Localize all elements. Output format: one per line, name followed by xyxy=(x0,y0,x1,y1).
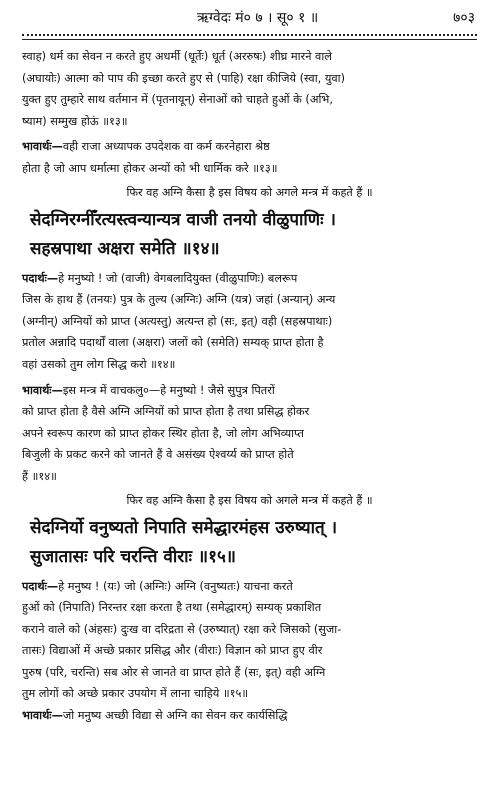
text-line: होता है जो आप धर्मात्मा होकर अन्यों को भी धार्मिक करे ॥१३॥ xyxy=(22,161,278,175)
mantra-line: सहस्रपाथा अक्षरा समेति ॥१४॥ xyxy=(30,238,220,259)
mantra-15 xyxy=(22,514,477,572)
text-line: भावार्थः—वही राजा अध्यापक उपदेशक वा कर्म करनेहारा श्रेष्ठ xyxy=(22,140,270,154)
padartha-14 xyxy=(22,268,477,376)
intro-line: फिर वह अग्नि कैसा है इस विषय को अगले मन्त्र में कहते हैं ॥ xyxy=(126,185,373,199)
text-line: को प्राप्त होता है वैसे अग्नि अग्नियों को प्राप्त होता है तथा प्रसिद्ध होकर xyxy=(22,405,310,419)
text-line: भावार्थः—इस मन्त्र में वाचकलु०—हे मनुष्यो ! जैसे सुपुत्र पितरों xyxy=(22,383,275,397)
text-line: भावार्थः—जो मनुष्य अच्छी विद्या से अग्नि का सेवन कर कार्यसिद्धि xyxy=(22,709,288,723)
bhavartha-label: भावार्थः— xyxy=(22,383,63,397)
mantra-line: सेदग्निर्यो वनुष्यतो निपाति समेद्धारमंहस उरुष्यात् । xyxy=(30,517,338,538)
text-line: पदार्थः—हे मनुष्यो ! जो (वाजी) वेगबलादियुक्त (वीळुपाणिः) बलरूप xyxy=(22,271,298,285)
page-header xyxy=(22,8,477,30)
text-line: पुरुष (परि, चरन्ति) सब ओर से जानते वा प्राप्त होते हैं (सः, इत्) वही अग्नि xyxy=(22,665,326,679)
mantra-14 xyxy=(22,206,477,264)
text-line: स्वाह) धर्म का सेवन न करते हुए अधर्मी (धूर्तेः) धूर्त (अररुषः) शीघ्र मारने वाले xyxy=(22,50,332,63)
text-line: ष्याम) सम्मुख होऊं ॥१३॥ xyxy=(22,114,128,128)
text-line: युक्त हुए तुम्हारे साथ वर्तमान में (पृतनायून्) सेनाओं को चाहते हुओं के (अभि, xyxy=(22,93,333,107)
text-line: (अग्नीन्) अग्नियों को प्राप्त (अत्यस्तु) अत्यन्त हो (सः, इत्) वही (सहस्रपाथाः) xyxy=(22,314,333,328)
bhavartha-13 xyxy=(22,136,477,179)
header-rule xyxy=(22,34,477,40)
text-line: प्रतोल अन्नादि पदार्थों वाला (अक्षरा) जलों को (समेति) सम्यक् प्राप्त होता है xyxy=(22,336,324,350)
padartha-label: पदार्थः— xyxy=(22,271,59,285)
bhavartha-15 xyxy=(22,705,477,727)
book-page xyxy=(22,8,477,727)
text-line: (अघायोः) आत्मा को पाप की इच्छा करते हुए से (पाहि) रक्षा कीजिये (स्वा, युवा) xyxy=(22,71,345,85)
bhavartha-label: भावार्थः— xyxy=(22,709,63,723)
page-number: ७०३ xyxy=(453,10,475,26)
padartha-15 xyxy=(22,576,477,706)
paragraph-padartha-13-end xyxy=(22,46,477,132)
bhavartha-label: भावार्थः— xyxy=(22,140,63,154)
text-line: बिजुली के प्रकट करने को जानते हैं वे असंख्य ऐश्वर्य्य को प्राप्त होते xyxy=(22,448,294,462)
text-line: तासः) विद्याओं में अच्छे प्रकार प्रसिद्ध और (वीराः) विज्ञान को प्राप्त हुए वीर xyxy=(22,644,323,658)
text-line: जिस के हाथ हैं (तनयः) पुत्र के तुल्य (अग्निः) अग्नि (यत्र) जहां (अन्यान्) अन्य xyxy=(22,293,336,307)
text-line: पदार्थः—हे मनुष्य ! (यः) जो (अग्निः) अग्नि (वनुष्यतः) याचना करते xyxy=(22,579,293,593)
text-line: अपने स्वरूप कारण को प्राप्त होकर स्थिर होता है, जो लोग अभिव्याप्त xyxy=(22,426,305,440)
running-title: ऋग्वेदः मं० ७ । सू० १ ॥ xyxy=(196,10,319,26)
mantra-line: सुजातासः परि चरन्ति वीराः ॥१५॥ xyxy=(30,546,236,567)
text-line: तुम लोगों को अच्छे प्रकार उपयोग में लाना चाहिये ॥१५॥ xyxy=(22,687,249,701)
text-line: कराने वाले को (अंहसः) दुःख वा दरिद्रता से (उरुष्यात्) रक्षा करे जिसको (सुजा- xyxy=(22,622,342,636)
text-line: वहां उसको तुम लोग सिद्ध करो ॥१४॥ xyxy=(22,357,176,371)
mantra-line: सेदग्निरग्नीँरत्यस्त्वन्यान्यत्र वाजी तनयो वीळुपाणिः । xyxy=(30,209,336,230)
bhavartha-14 xyxy=(22,380,477,488)
text-line: हुओं को (निपाति) निरन्तर रक्षा करता है तथा (समेद्धारम्) सम्यक् प्रकाशित xyxy=(22,601,322,615)
text-line: हैं ॥१४॥ xyxy=(22,469,57,483)
intro-line: फिर वह अग्नि कैसा है इस विषय को अगले मन्त्र में कहते हैं ॥ xyxy=(126,493,373,507)
padartha-label: पदार्थः— xyxy=(22,579,59,593)
